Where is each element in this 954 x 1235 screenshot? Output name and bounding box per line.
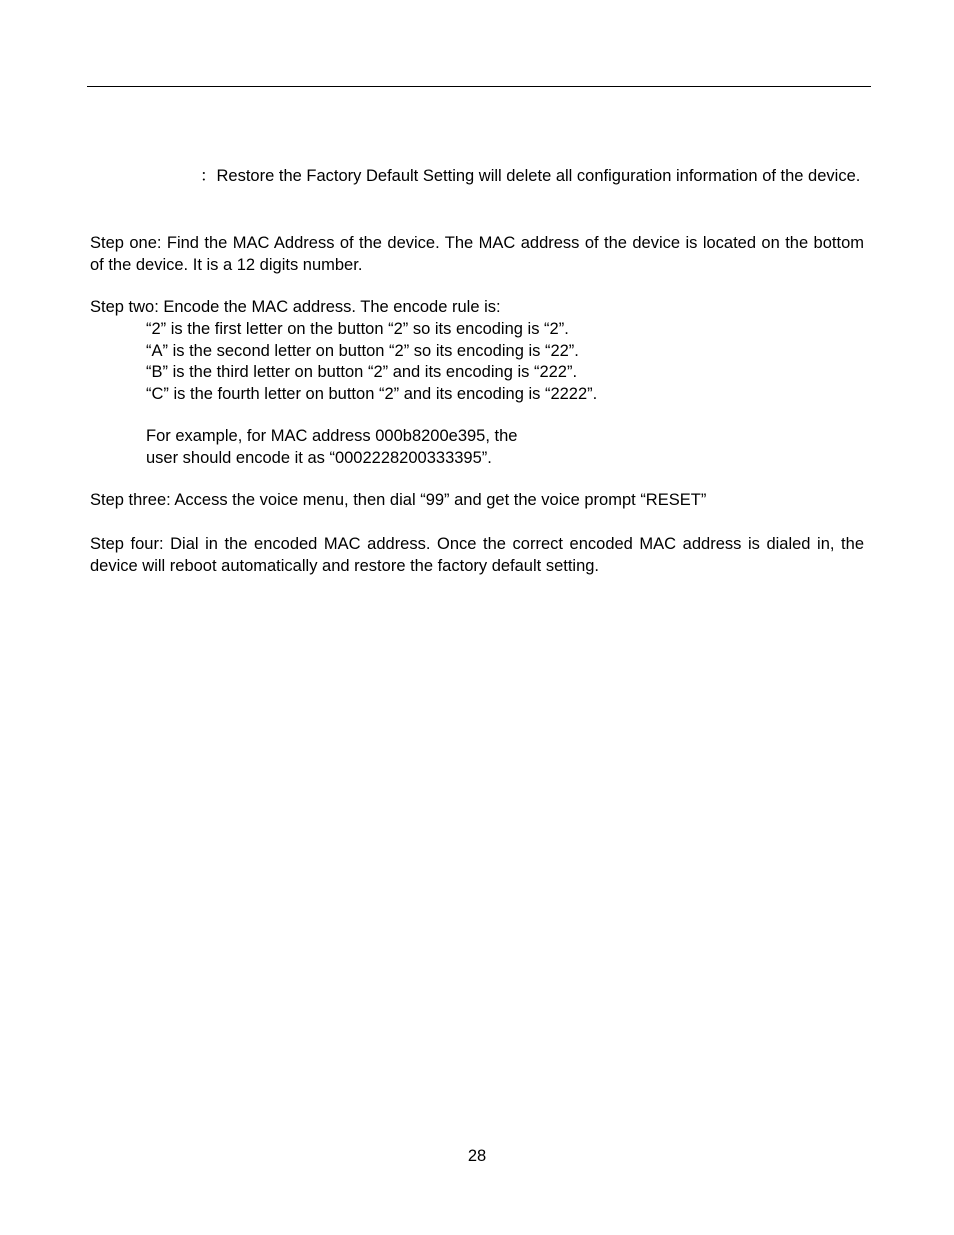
rule-item: “A” is the second letter on button “2” so its encoding is “22”.: [146, 341, 579, 360]
rule-item: “C” is the fourth letter on button “2” and its encoding is “2222”.: [146, 384, 598, 403]
encoding-example: [146, 426, 846, 469]
example-line: For example, for MAC address 000b8200e395, the: [146, 427, 518, 445]
header-rule: [87, 86, 871, 87]
step-two-intro: Step two: Encode the MAC address. The encode rule is:: [90, 298, 501, 316]
step-four: Step four: Dial in the encoded MAC address. Once the correct encoded MAC address is dialed in, the device will reboot automatically and restore the factory default setting.: [90, 535, 864, 575]
rule-item: “B” is the third letter on button “2” and its encoding is “222”.: [146, 363, 578, 381]
rule-item: “2” is the first letter on the button “2” so its encoding is “2”.: [146, 320, 569, 338]
step-three: Step three: Access the voice menu, then dial “99” and get the voice prompt “RESET”: [90, 491, 707, 509]
page-number: 28: [467, 1147, 487, 1165]
warning-note: ：Restore the Factory Default Setting will delete all configuration information of the device.: [200, 167, 861, 185]
encoding-rules: [146, 319, 846, 405]
example-line: user should encode it as “0002228200333395”.: [146, 448, 492, 467]
step-one: Step one: Find the MAC Address of the device. The MAC address of the device is located on the bottom of the device. It is a 12 digits number.: [90, 234, 864, 274]
